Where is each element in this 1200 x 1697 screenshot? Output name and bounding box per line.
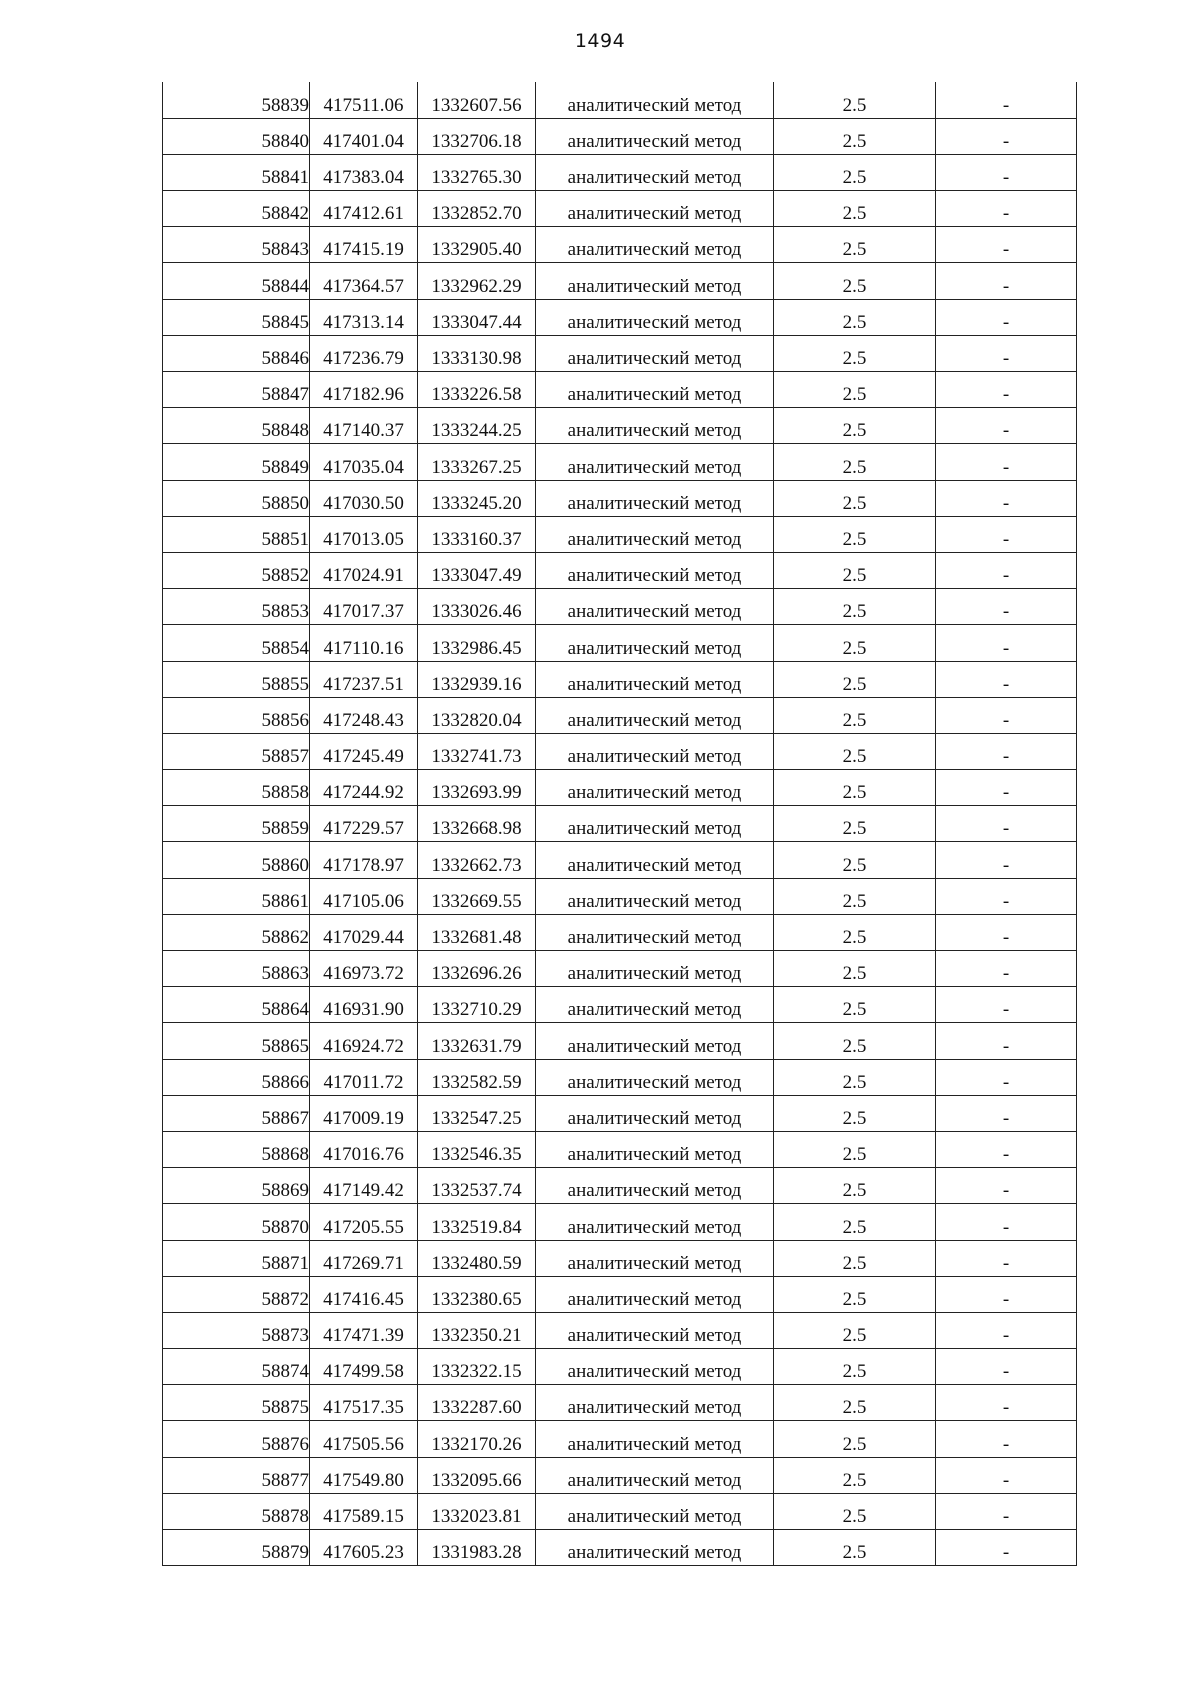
y-coordinate-cell: 1332765.30 bbox=[418, 154, 536, 190]
x-coordinate-cell: 417009.19 bbox=[310, 1095, 418, 1131]
x-coordinate-cell: 417140.37 bbox=[310, 408, 418, 444]
table-row bbox=[163, 733, 1077, 769]
accuracy-cell: 2.5 bbox=[774, 408, 936, 444]
y-coordinate-cell: 1332322.15 bbox=[418, 1349, 536, 1385]
method-cell: аналитический метод bbox=[536, 1059, 774, 1095]
x-coordinate-cell: 417236.79 bbox=[310, 335, 418, 371]
y-coordinate-cell: 1332023.81 bbox=[418, 1493, 536, 1529]
x-coordinate-cell: 417011.72 bbox=[310, 1059, 418, 1095]
y-coordinate-cell: 1332350.21 bbox=[418, 1312, 536, 1348]
y-coordinate-cell: 1332706.18 bbox=[418, 118, 536, 154]
description-cell: - bbox=[936, 1023, 1077, 1059]
point-number-cell: 58851 bbox=[163, 516, 310, 552]
accuracy-cell: 2.5 bbox=[774, 589, 936, 625]
y-coordinate-cell: 1332547.25 bbox=[418, 1095, 536, 1131]
method-cell: аналитический метод bbox=[536, 1457, 774, 1493]
table-row bbox=[163, 842, 1077, 878]
accuracy-cell: 2.5 bbox=[774, 1204, 936, 1240]
accuracy-cell: 2.5 bbox=[774, 1493, 936, 1529]
table-row bbox=[163, 191, 1077, 227]
description-cell: - bbox=[936, 118, 1077, 154]
accuracy-cell: 2.5 bbox=[774, 263, 936, 299]
table-row bbox=[163, 1385, 1077, 1421]
method-cell: аналитический метод bbox=[536, 444, 774, 480]
point-number-cell: 58842 bbox=[163, 191, 310, 227]
page-number: 1494 bbox=[574, 30, 626, 52]
description-cell: - bbox=[936, 806, 1077, 842]
description-cell: - bbox=[936, 227, 1077, 263]
point-number-cell: 58870 bbox=[163, 1204, 310, 1240]
x-coordinate-cell: 417549.80 bbox=[310, 1457, 418, 1493]
point-number-cell: 58868 bbox=[163, 1131, 310, 1167]
table-row bbox=[163, 661, 1077, 697]
point-number-cell: 58847 bbox=[163, 372, 310, 408]
table-row bbox=[163, 408, 1077, 444]
y-coordinate-cell: 1332668.98 bbox=[418, 806, 536, 842]
table-row bbox=[163, 878, 1077, 914]
table-row bbox=[163, 589, 1077, 625]
table-row bbox=[163, 1276, 1077, 1312]
y-coordinate-cell: 1332287.60 bbox=[418, 1385, 536, 1421]
point-number-cell: 58843 bbox=[163, 227, 310, 263]
accuracy-cell: 2.5 bbox=[774, 1457, 936, 1493]
y-coordinate-cell: 1332696.26 bbox=[418, 951, 536, 987]
method-cell: аналитический метод bbox=[536, 914, 774, 950]
point-number-cell: 58879 bbox=[163, 1530, 310, 1566]
point-number-cell: 58839 bbox=[163, 82, 310, 118]
description-cell: - bbox=[936, 589, 1077, 625]
description-cell: - bbox=[936, 154, 1077, 190]
method-cell: аналитический метод bbox=[536, 1095, 774, 1131]
accuracy-cell: 2.5 bbox=[774, 1240, 936, 1276]
accuracy-cell: 2.5 bbox=[774, 335, 936, 371]
description-cell: - bbox=[936, 697, 1077, 733]
y-coordinate-cell: 1332852.70 bbox=[418, 191, 536, 227]
point-number-cell: 58840 bbox=[163, 118, 310, 154]
method-cell: аналитический метод bbox=[536, 770, 774, 806]
table-row bbox=[163, 1421, 1077, 1457]
point-number-cell: 58864 bbox=[163, 987, 310, 1023]
point-number-cell: 58857 bbox=[163, 733, 310, 769]
table-row bbox=[163, 625, 1077, 661]
table-row bbox=[163, 1168, 1077, 1204]
method-cell: аналитический метод bbox=[536, 552, 774, 588]
accuracy-cell: 2.5 bbox=[774, 951, 936, 987]
method-cell: аналитический метод bbox=[536, 1493, 774, 1529]
accuracy-cell: 2.5 bbox=[774, 987, 936, 1023]
y-coordinate-cell: 1333245.20 bbox=[418, 480, 536, 516]
accuracy-cell: 2.5 bbox=[774, 191, 936, 227]
x-coordinate-cell: 417237.51 bbox=[310, 661, 418, 697]
table-row bbox=[163, 987, 1077, 1023]
description-cell: - bbox=[936, 770, 1077, 806]
y-coordinate-cell: 1332546.35 bbox=[418, 1131, 536, 1167]
point-number-cell: 58855 bbox=[163, 661, 310, 697]
accuracy-cell: 2.5 bbox=[774, 1530, 936, 1566]
table-row bbox=[163, 1493, 1077, 1529]
method-cell: аналитический метод bbox=[536, 1349, 774, 1385]
accuracy-cell: 2.5 bbox=[774, 82, 936, 118]
y-coordinate-cell: 1332631.79 bbox=[418, 1023, 536, 1059]
description-cell: - bbox=[936, 733, 1077, 769]
method-cell: аналитический метод bbox=[536, 733, 774, 769]
x-coordinate-cell: 417149.42 bbox=[310, 1168, 418, 1204]
x-coordinate-cell: 417182.96 bbox=[310, 372, 418, 408]
method-cell: аналитический метод bbox=[536, 154, 774, 190]
point-number-cell: 58874 bbox=[163, 1349, 310, 1385]
table-row bbox=[163, 82, 1077, 118]
x-coordinate-cell: 417383.04 bbox=[310, 154, 418, 190]
description-cell: - bbox=[936, 372, 1077, 408]
point-number-cell: 58845 bbox=[163, 299, 310, 335]
point-number-cell: 58850 bbox=[163, 480, 310, 516]
accuracy-cell: 2.5 bbox=[774, 1059, 936, 1095]
accuracy-cell: 2.5 bbox=[774, 733, 936, 769]
accuracy-cell: 2.5 bbox=[774, 878, 936, 914]
point-number-cell: 58877 bbox=[163, 1457, 310, 1493]
point-number-cell: 58876 bbox=[163, 1421, 310, 1457]
x-coordinate-cell: 417029.44 bbox=[310, 914, 418, 950]
point-number-cell: 58859 bbox=[163, 806, 310, 842]
y-coordinate-cell: 1332607.56 bbox=[418, 82, 536, 118]
point-number-cell: 58863 bbox=[163, 951, 310, 987]
description-cell: - bbox=[936, 299, 1077, 335]
x-coordinate-cell: 417605.23 bbox=[310, 1530, 418, 1566]
accuracy-cell: 2.5 bbox=[774, 1276, 936, 1312]
table-row bbox=[163, 516, 1077, 552]
point-number-cell: 58860 bbox=[163, 842, 310, 878]
accuracy-cell: 2.5 bbox=[774, 227, 936, 263]
point-number-cell: 58866 bbox=[163, 1059, 310, 1095]
accuracy-cell: 2.5 bbox=[774, 1385, 936, 1421]
accuracy-cell: 2.5 bbox=[774, 154, 936, 190]
point-number-cell: 58858 bbox=[163, 770, 310, 806]
table-row bbox=[163, 1349, 1077, 1385]
coordinates-table bbox=[162, 82, 1077, 1566]
description-cell: - bbox=[936, 914, 1077, 950]
description-cell: - bbox=[936, 1312, 1077, 1348]
accuracy-cell: 2.5 bbox=[774, 372, 936, 408]
method-cell: аналитический метод bbox=[536, 1276, 774, 1312]
table-row bbox=[163, 1530, 1077, 1566]
y-coordinate-cell: 1333226.58 bbox=[418, 372, 536, 408]
y-coordinate-cell: 1333267.25 bbox=[418, 444, 536, 480]
x-coordinate-cell: 417401.04 bbox=[310, 118, 418, 154]
description-cell: - bbox=[936, 408, 1077, 444]
description-cell: - bbox=[936, 516, 1077, 552]
method-cell: аналитический метод bbox=[536, 1023, 774, 1059]
table-row bbox=[163, 263, 1077, 299]
method-cell: аналитический метод bbox=[536, 408, 774, 444]
method-cell: аналитический метод bbox=[536, 82, 774, 118]
description-cell: - bbox=[936, 1240, 1077, 1276]
x-coordinate-cell: 417024.91 bbox=[310, 552, 418, 588]
method-cell: аналитический метод bbox=[536, 951, 774, 987]
method-cell: аналитический метод bbox=[536, 372, 774, 408]
coordinates-table-body bbox=[163, 82, 1077, 1566]
x-coordinate-cell: 417013.05 bbox=[310, 516, 418, 552]
method-cell: аналитический метод bbox=[536, 480, 774, 516]
method-cell: аналитический метод bbox=[536, 589, 774, 625]
point-number-cell: 58872 bbox=[163, 1276, 310, 1312]
accuracy-cell: 2.5 bbox=[774, 299, 936, 335]
description-cell: - bbox=[936, 1530, 1077, 1566]
method-cell: аналитический метод bbox=[536, 299, 774, 335]
method-cell: аналитический метод bbox=[536, 878, 774, 914]
method-cell: аналитический метод bbox=[536, 263, 774, 299]
description-cell: - bbox=[936, 625, 1077, 661]
table-row bbox=[163, 154, 1077, 190]
x-coordinate-cell: 417364.57 bbox=[310, 263, 418, 299]
method-cell: аналитический метод bbox=[536, 335, 774, 371]
accuracy-cell: 2.5 bbox=[774, 806, 936, 842]
table-row bbox=[163, 1095, 1077, 1131]
x-coordinate-cell: 417105.06 bbox=[310, 878, 418, 914]
point-number-cell: 58849 bbox=[163, 444, 310, 480]
x-coordinate-cell: 416931.90 bbox=[310, 987, 418, 1023]
x-coordinate-cell: 417245.49 bbox=[310, 733, 418, 769]
accuracy-cell: 2.5 bbox=[774, 914, 936, 950]
description-cell: - bbox=[936, 951, 1077, 987]
x-coordinate-cell: 417471.39 bbox=[310, 1312, 418, 1348]
point-number-cell: 58853 bbox=[163, 589, 310, 625]
description-cell: - bbox=[936, 661, 1077, 697]
point-number-cell: 58856 bbox=[163, 697, 310, 733]
table-row bbox=[163, 806, 1077, 842]
description-cell: - bbox=[936, 1457, 1077, 1493]
y-coordinate-cell: 1333130.98 bbox=[418, 335, 536, 371]
x-coordinate-cell: 417035.04 bbox=[310, 444, 418, 480]
table-row bbox=[163, 1059, 1077, 1095]
accuracy-cell: 2.5 bbox=[774, 625, 936, 661]
y-coordinate-cell: 1332537.74 bbox=[418, 1168, 536, 1204]
description-cell: - bbox=[936, 1493, 1077, 1529]
y-coordinate-cell: 1332519.84 bbox=[418, 1204, 536, 1240]
table-row bbox=[163, 951, 1077, 987]
y-coordinate-cell: 1333047.49 bbox=[418, 552, 536, 588]
accuracy-cell: 2.5 bbox=[774, 1095, 936, 1131]
point-number-cell: 58861 bbox=[163, 878, 310, 914]
y-coordinate-cell: 1333026.46 bbox=[418, 589, 536, 625]
x-coordinate-cell: 417205.55 bbox=[310, 1204, 418, 1240]
x-coordinate-cell: 417017.37 bbox=[310, 589, 418, 625]
x-coordinate-cell: 417589.15 bbox=[310, 1493, 418, 1529]
point-number-cell: 58867 bbox=[163, 1095, 310, 1131]
description-cell: - bbox=[936, 1204, 1077, 1240]
point-number-cell: 58875 bbox=[163, 1385, 310, 1421]
point-number-cell: 58869 bbox=[163, 1168, 310, 1204]
method-cell: аналитический метод bbox=[536, 1530, 774, 1566]
x-coordinate-cell: 417505.56 bbox=[310, 1421, 418, 1457]
method-cell: аналитический метод bbox=[536, 1421, 774, 1457]
method-cell: аналитический метод bbox=[536, 118, 774, 154]
y-coordinate-cell: 1332986.45 bbox=[418, 625, 536, 661]
method-cell: аналитический метод bbox=[536, 697, 774, 733]
x-coordinate-cell: 417229.57 bbox=[310, 806, 418, 842]
method-cell: аналитический метод bbox=[536, 227, 774, 263]
table-row bbox=[163, 480, 1077, 516]
x-coordinate-cell: 417110.16 bbox=[310, 625, 418, 661]
accuracy-cell: 2.5 bbox=[774, 697, 936, 733]
accuracy-cell: 2.5 bbox=[774, 444, 936, 480]
accuracy-cell: 2.5 bbox=[774, 552, 936, 588]
description-cell: - bbox=[936, 191, 1077, 227]
point-number-cell: 58846 bbox=[163, 335, 310, 371]
x-coordinate-cell: 417415.19 bbox=[310, 227, 418, 263]
point-number-cell: 58873 bbox=[163, 1312, 310, 1348]
table-row bbox=[163, 1204, 1077, 1240]
table-row bbox=[163, 335, 1077, 371]
point-number-cell: 58848 bbox=[163, 408, 310, 444]
method-cell: аналитический метод bbox=[536, 625, 774, 661]
point-number-cell: 58852 bbox=[163, 552, 310, 588]
table-row bbox=[163, 372, 1077, 408]
method-cell: аналитический метод bbox=[536, 661, 774, 697]
y-coordinate-cell: 1332582.59 bbox=[418, 1059, 536, 1095]
description-cell: - bbox=[936, 987, 1077, 1023]
y-coordinate-cell: 1333047.44 bbox=[418, 299, 536, 335]
accuracy-cell: 2.5 bbox=[774, 1131, 936, 1167]
point-number-cell: 58841 bbox=[163, 154, 310, 190]
description-cell: - bbox=[936, 1131, 1077, 1167]
table-row bbox=[163, 299, 1077, 335]
y-coordinate-cell: 1332710.29 bbox=[418, 987, 536, 1023]
y-coordinate-cell: 1331983.28 bbox=[418, 1530, 536, 1566]
table-row bbox=[163, 1240, 1077, 1276]
y-coordinate-cell: 1332095.66 bbox=[418, 1457, 536, 1493]
description-cell: - bbox=[936, 552, 1077, 588]
description-cell: - bbox=[936, 1095, 1077, 1131]
method-cell: аналитический метод bbox=[536, 987, 774, 1023]
description-cell: - bbox=[936, 1168, 1077, 1204]
y-coordinate-cell: 1332939.16 bbox=[418, 661, 536, 697]
description-cell: - bbox=[936, 1059, 1077, 1095]
x-coordinate-cell: 417178.97 bbox=[310, 842, 418, 878]
y-coordinate-cell: 1332662.73 bbox=[418, 842, 536, 878]
y-coordinate-cell: 1332962.29 bbox=[418, 263, 536, 299]
y-coordinate-cell: 1332669.55 bbox=[418, 878, 536, 914]
accuracy-cell: 2.5 bbox=[774, 1023, 936, 1059]
x-coordinate-cell: 417416.45 bbox=[310, 1276, 418, 1312]
method-cell: аналитический метод bbox=[536, 1204, 774, 1240]
accuracy-cell: 2.5 bbox=[774, 770, 936, 806]
description-cell: - bbox=[936, 82, 1077, 118]
description-cell: - bbox=[936, 1349, 1077, 1385]
y-coordinate-cell: 1333160.37 bbox=[418, 516, 536, 552]
x-coordinate-cell: 416924.72 bbox=[310, 1023, 418, 1059]
table-row bbox=[163, 770, 1077, 806]
method-cell: аналитический метод bbox=[536, 191, 774, 227]
y-coordinate-cell: 1332820.04 bbox=[418, 697, 536, 733]
x-coordinate-cell: 417269.71 bbox=[310, 1240, 418, 1276]
table-row bbox=[163, 1023, 1077, 1059]
accuracy-cell: 2.5 bbox=[774, 842, 936, 878]
method-cell: аналитический метод bbox=[536, 1385, 774, 1421]
description-cell: - bbox=[936, 878, 1077, 914]
x-coordinate-cell: 417499.58 bbox=[310, 1349, 418, 1385]
accuracy-cell: 2.5 bbox=[774, 516, 936, 552]
table-row bbox=[163, 227, 1077, 263]
point-number-cell: 58862 bbox=[163, 914, 310, 950]
method-cell: аналитический метод bbox=[536, 1312, 774, 1348]
accuracy-cell: 2.5 bbox=[774, 1168, 936, 1204]
x-coordinate-cell: 417016.76 bbox=[310, 1131, 418, 1167]
method-cell: аналитический метод bbox=[536, 516, 774, 552]
y-coordinate-cell: 1332480.59 bbox=[418, 1240, 536, 1276]
table-row bbox=[163, 552, 1077, 588]
description-cell: - bbox=[936, 444, 1077, 480]
y-coordinate-cell: 1333244.25 bbox=[418, 408, 536, 444]
x-coordinate-cell: 417248.43 bbox=[310, 697, 418, 733]
method-cell: аналитический метод bbox=[536, 806, 774, 842]
point-number-cell: 58871 bbox=[163, 1240, 310, 1276]
accuracy-cell: 2.5 bbox=[774, 661, 936, 697]
table-row bbox=[163, 1131, 1077, 1167]
accuracy-cell: 2.5 bbox=[774, 480, 936, 516]
y-coordinate-cell: 1332741.73 bbox=[418, 733, 536, 769]
x-coordinate-cell: 417244.92 bbox=[310, 770, 418, 806]
y-coordinate-cell: 1332905.40 bbox=[418, 227, 536, 263]
description-cell: - bbox=[936, 335, 1077, 371]
y-coordinate-cell: 1332170.26 bbox=[418, 1421, 536, 1457]
x-coordinate-cell: 417517.35 bbox=[310, 1385, 418, 1421]
description-cell: - bbox=[936, 1421, 1077, 1457]
accuracy-cell: 2.5 bbox=[774, 1312, 936, 1348]
y-coordinate-cell: 1332380.65 bbox=[418, 1276, 536, 1312]
table-row bbox=[163, 697, 1077, 733]
accuracy-cell: 2.5 bbox=[774, 1421, 936, 1457]
y-coordinate-cell: 1332681.48 bbox=[418, 914, 536, 950]
method-cell: аналитический метод bbox=[536, 1168, 774, 1204]
table-row bbox=[163, 1312, 1077, 1348]
y-coordinate-cell: 1332693.99 bbox=[418, 770, 536, 806]
description-cell: - bbox=[936, 263, 1077, 299]
point-number-cell: 58844 bbox=[163, 263, 310, 299]
table-row bbox=[163, 118, 1077, 154]
method-cell: аналитический метод bbox=[536, 1240, 774, 1276]
table-row bbox=[163, 444, 1077, 480]
x-coordinate-cell: 416973.72 bbox=[310, 951, 418, 987]
description-cell: - bbox=[936, 1385, 1077, 1421]
x-coordinate-cell: 417412.61 bbox=[310, 191, 418, 227]
point-number-cell: 58878 bbox=[163, 1493, 310, 1529]
x-coordinate-cell: 417313.14 bbox=[310, 299, 418, 335]
table-row bbox=[163, 914, 1077, 950]
description-cell: - bbox=[936, 1276, 1077, 1312]
point-number-cell: 58854 bbox=[163, 625, 310, 661]
table-row bbox=[163, 1457, 1077, 1493]
description-cell: - bbox=[936, 480, 1077, 516]
accuracy-cell: 2.5 bbox=[774, 118, 936, 154]
x-coordinate-cell: 417030.50 bbox=[310, 480, 418, 516]
accuracy-cell: 2.5 bbox=[774, 1349, 936, 1385]
x-coordinate-cell: 417511.06 bbox=[310, 82, 418, 118]
method-cell: аналитический метод bbox=[536, 842, 774, 878]
point-number-cell: 58865 bbox=[163, 1023, 310, 1059]
description-cell: - bbox=[936, 842, 1077, 878]
method-cell: аналитический метод bbox=[536, 1131, 774, 1167]
